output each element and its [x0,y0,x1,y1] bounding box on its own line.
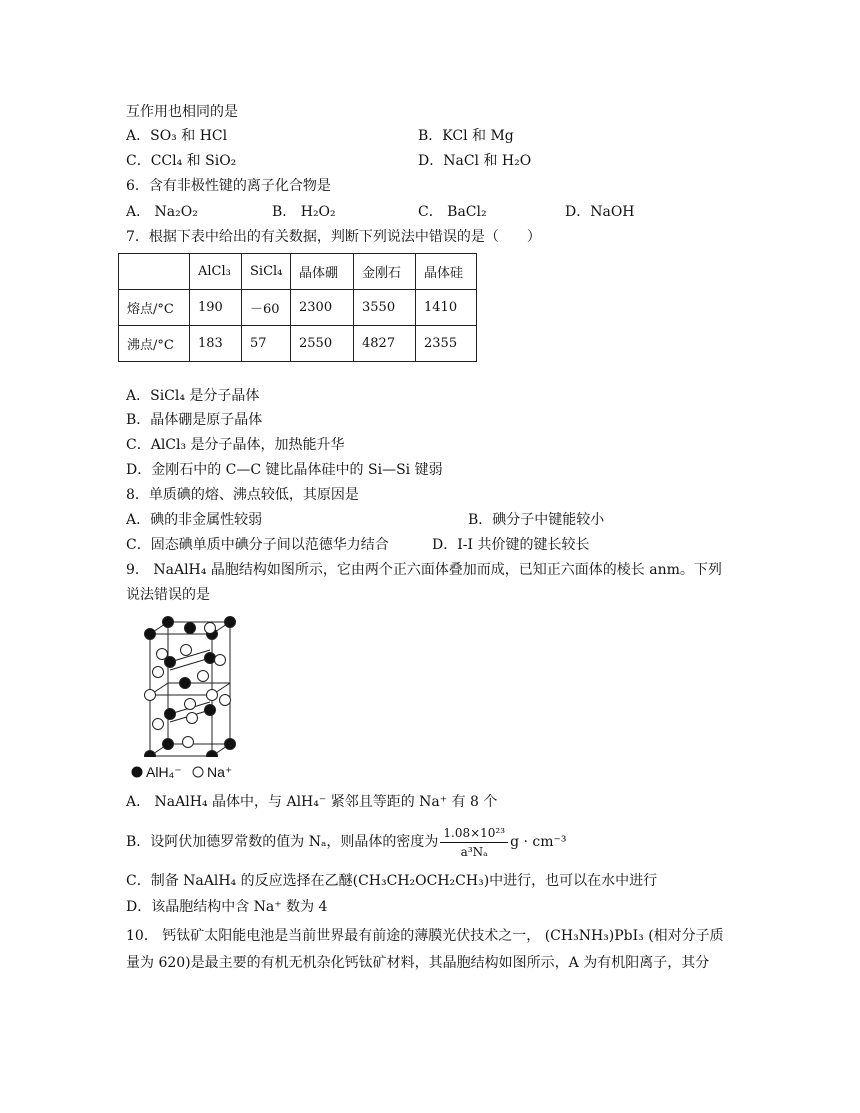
table-cell: 熔点/°C [119,290,190,326]
table-cell: 2300 [291,290,354,326]
legend-filled-icon [131,766,143,778]
q5-option-d: D．NaCl 和 H₂O [418,153,532,169]
table-cell: －60 [242,290,291,326]
fraction-numerator: 1.08×10²³ [440,825,508,843]
table-cell: 沸点/°C [119,326,190,362]
table-cell: 183 [190,326,242,362]
q9-option-c: C．制备 NaAlH₄ 的反应选择在乙醚(CH₃CH₂OCH₂CH₃)中进行，也可以在水中进行 [126,873,658,889]
q7-option-b: B．晶体硼是原子晶体 [126,412,263,428]
fraction-denominator: a³Nₐ [460,844,488,859]
q7-option-d: D．金刚石中的 C—C 键比晶体硅中的 Si—Si 键弱 [126,462,443,478]
q5-option-c: C．CCl₄ 和 SiO₂ [126,153,237,169]
q9-option-d: D．该晶胞结构中含 Na⁺ 数为 4 [126,899,328,915]
q8-option-b: B．碘分子中键能较小 [468,512,605,528]
table-row [119,326,477,362]
table-header-cell: 金刚石 [354,254,416,290]
table-cell: 2550 [291,326,354,362]
q9-option-a: A． NaAlH₄ 晶体中，与 AlH₄⁻ 紧邻且等距的 Na⁺ 有 8 个 [126,794,498,810]
density-fraction [440,825,508,860]
table-header-cell [119,254,190,290]
q8-option-a: A．碘的非金属性较弱 [126,512,263,528]
q6-option-b: B． H₂O₂ [272,204,336,220]
data-table [118,253,477,362]
crystal-structure-diagram [140,612,240,757]
intro-line: 互作用也相同的是 [126,104,238,120]
q5-option-b: B．KCl 和 Mg [418,128,514,144]
table-cell: 3550 [354,290,416,326]
q9-stem-line1: 9． NaAlH₄ 晶胞结构如图所示，它由两个正六面体叠加而成，已知正六面体的棱长 anm。下列 [126,562,722,578]
table-header-cell: SiCl₄ [242,254,291,290]
q6-option-d: D．NaOH [565,204,635,220]
table-header-cell: 晶体硼 [291,254,354,290]
table-cell: 4827 [354,326,416,362]
legend-label-alh4: AlH₄⁻ [146,764,182,780]
q6-stem: 6．含有非极性键的离子化合物是 [126,178,331,194]
q9-option-b [126,820,567,864]
density-unit: g · cm⁻³ [510,834,567,850]
legend-open-icon [192,766,204,778]
q10-line2: 量为 620)是最主要的有机无机杂化钙钛矿材料，其晶胞结构如图所示，A 为有机阳离子，其分 [126,955,710,971]
table-cell: 57 [242,326,291,362]
table-cell: 2355 [416,326,477,362]
q6-option-a: A． Na₂O₂ [126,204,198,220]
q7-option-c: C．AlCl₃ 是分子晶体，加热能升华 [126,437,345,453]
table-header-cell: 晶体硅 [416,254,477,290]
q8-option-c: C．固态碘单质中碘分子间以范德华力结合 [126,537,389,553]
table-cell: 190 [190,290,242,326]
q8-stem: 8．单质碘的熔、沸点较低，其原因是 [126,487,359,503]
q5-option-a: A．SO₃ 和 HCl [126,128,228,144]
q9-stem-line2: 说法错误的是 [126,587,210,603]
q7-option-a: A．SiCl₄ 是分子晶体 [126,388,260,404]
table-header-row [119,254,477,290]
q8-option-d: D．I-I 共价键的键长较长 [432,537,590,553]
table-row [119,290,477,326]
q7-stem: 7．根据下表中给出的有关数据，判断下列说法中错误的是（ ） [126,229,541,245]
q10-line1: 10． 钙钛矿太阳能电池是当前世界最有前途的薄膜光伏技术之一， (CH₃NH₃)PbI₃ (相对分子质 [126,928,724,944]
table-header-cell: AlCl₃ [190,254,242,290]
table-cell: 1410 [416,290,477,326]
legend-label-na: Na⁺ [207,764,233,780]
q9-option-b-prefix: B．设阿伏加德罗常数的值为 Nₐ，则晶体的密度为 [126,834,439,850]
q6-option-c: C． BaCl₂ [418,204,487,220]
